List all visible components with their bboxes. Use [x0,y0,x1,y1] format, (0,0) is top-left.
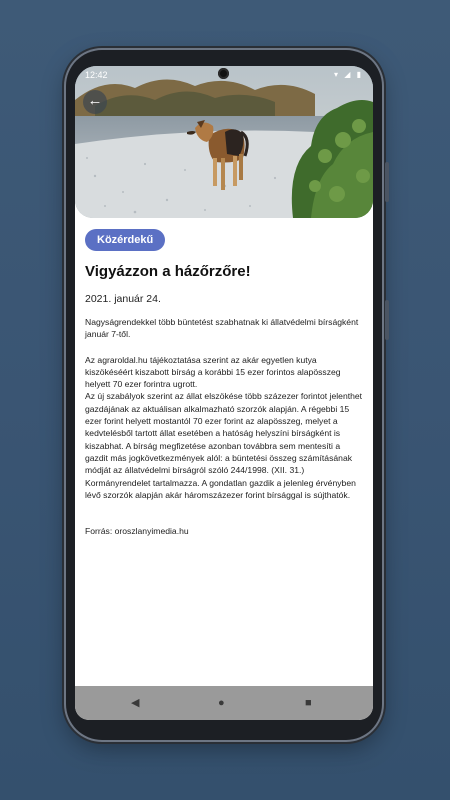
nav-recents-icon[interactable]: ■ [305,697,312,709]
back-button[interactable] [83,90,107,114]
article-hero-image [75,66,373,218]
article-date: 2021. január 24. [85,293,161,305]
article-title: Vigyázzon a házőrzőre! [85,263,251,280]
article-content [75,218,373,683]
article-source: Forrás: oroszlanyimedia.hu [85,526,189,537]
phone-frame [66,50,382,740]
status-icons: ▾ ◢ ▮ [333,70,363,79]
volume-button [385,300,389,340]
screen [75,66,373,720]
category-chip[interactable]: Közérdekű [85,229,165,251]
dog-photo [75,66,373,218]
front-camera [218,68,229,79]
article-lead: Nagyságrendekkel több büntetést szabhatnak ki állatvédelmi bírságként január 7-től. [85,317,359,340]
article-body: Az agraroldal.hu tájékoztatása szerint az akár egyetlen kutya kiszökéséért kiszabott bírság a korábbi 15 ezer forintos alapösszeg helyett 70 ezer forintra ugrott. Az új szabályok szerint az állat elszökése több százezer forintot jelenthet gazdájának az aktuálisan alkalmazható szorzók alapján. A régebbi 15 ezer forint helyett mostantól 70 ezer forint az alapösszeg, melyet a kedvtelésből tartott állat esetében a hatóság helyszíni bírságként is kiszabhat. A bírság megfizetése azonban továbbra sem mentesíti a gazdit más jogkövetkezmények alól: a büntetési összeg számításának módját az állatvédelmi bírságról szóló 244/1998. (XII. 31.) Kormányrendelet tartalmazza. A gondatlan gazdik a jelenleg érvényben lévő szorzók alapján akár háromszázezer forint bírsággal is sújthatók. [85,354,363,500]
status-time: 12:42 [85,70,108,80]
nav-home-icon[interactable]: ● [218,697,225,709]
power-button [385,162,389,202]
system-nav-bar [75,686,373,720]
nav-back-icon[interactable]: ◀ [131,697,140,709]
arrow-left-icon: ← [87,92,103,109]
